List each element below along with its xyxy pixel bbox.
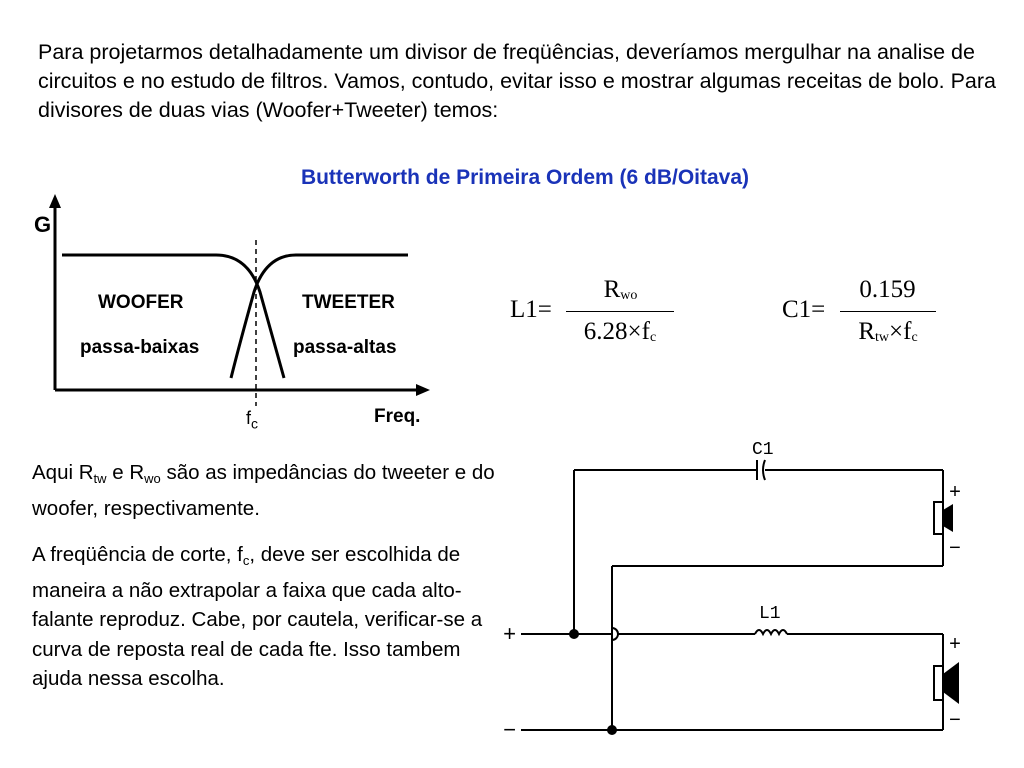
y-axis-arrow <box>49 194 61 208</box>
formula-c1 <box>782 278 952 358</box>
tweeter-label: TWEETER <box>302 292 395 313</box>
frequency-response-graph <box>26 192 446 432</box>
input-plus-sign: + <box>503 623 517 648</box>
wire-crossing-hop <box>612 628 618 640</box>
impedance-paragraph: Aqui $R_{tw}$ e $R_{wo}$ são as impedâncias do tweeter e do woofer, respectivamente. <box>32 461 495 520</box>
woofer-cone-icon <box>943 662 959 704</box>
tweeter-minus-sign: − <box>949 538 962 561</box>
axis-y-label: G <box>34 212 52 237</box>
axis-x-label: Freq. <box>374 406 421 427</box>
woofer-speaker-icon <box>934 666 943 700</box>
formula-c1-denominator: $R_{tw}\times f_c$ <box>858 318 918 345</box>
formula-c1-numerator: 0.159 <box>859 276 916 303</box>
formula-l1 <box>510 278 680 358</box>
formula-l1-lhs: L1= <box>510 296 552 323</box>
crossover-circuit <box>497 430 997 750</box>
woofer-curve <box>62 255 284 378</box>
woofer-plus-sign: + <box>949 634 962 657</box>
formula-l1-denominator: $6.28\times f_c$ <box>583 318 657 345</box>
tweeter-curve <box>231 255 408 378</box>
intro-paragraph: Para projetarmos detalhadamente um divisor de freqüências, deveríamos mergulhar na analise de circuitos e no estudo de filtros. Vamos, contudo, evitar isso e mostrar algumas receitas de bolo. Para divisores de duas vias (Woofer+Tweeter) temos: <box>38 40 997 122</box>
x-axis-arrow <box>416 384 430 396</box>
cutoff-frequency-label: $f_c$ <box>246 408 259 432</box>
woofer-label: WOOFER <box>98 292 184 313</box>
section-heading: Butterworth de Primeira Ordem (6 dB/Oitava) <box>300 166 750 189</box>
capacitor-c1-plate-b <box>763 460 765 480</box>
formula-l1-numerator: $R_{wo}$ <box>603 276 638 303</box>
woofer-type-label: passa-baixas <box>80 337 200 358</box>
tweeter-plus-sign: + <box>949 482 962 505</box>
formula-c1-fraction-bar <box>840 311 936 312</box>
tweeter-cone-icon <box>943 504 953 532</box>
woofer-minus-sign: − <box>949 710 962 733</box>
junction-dot-positive <box>569 629 579 639</box>
tweeter-type-label: passa-altas <box>293 337 397 358</box>
tweeter-speaker-icon <box>934 502 943 534</box>
c1-label: C1 <box>752 440 774 460</box>
formula-c1-lhs: C1= <box>782 296 826 323</box>
inductor-l1-coil <box>755 630 787 634</box>
formula-l1-fraction-bar <box>566 311 674 312</box>
cutoff-paragraph: A freqüência de corte, $f_c$, deve ser escolhida de maneira a não extrapolar a faixa que cada alto-falante reproduz. Cabe, por cautela, verificar-se a curva de reposta real de cada fte. Isso tambem ajuda nessa escolha. <box>32 543 483 690</box>
junction-dot-negative <box>607 725 617 735</box>
l1-label: L1 <box>759 604 781 624</box>
input-minus-sign: − <box>503 719 517 744</box>
